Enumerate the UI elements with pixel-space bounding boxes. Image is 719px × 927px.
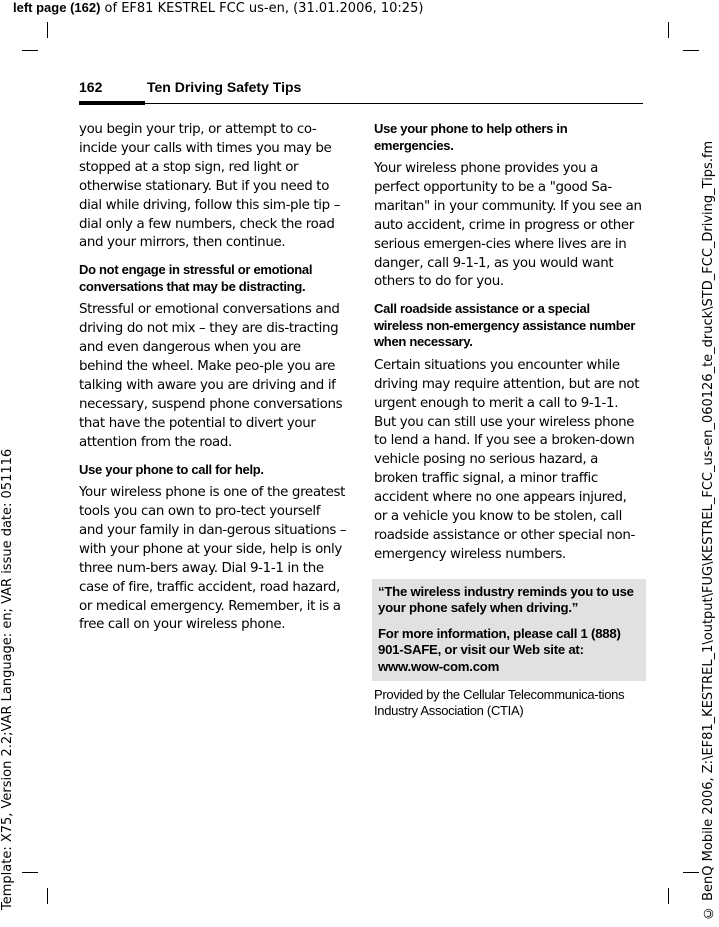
header-rule: [145, 103, 643, 104]
left-column: [79, 121, 347, 635]
template-info-margin: Template: X75, Version 2.2;VAR Language: en; VAR issue date: 051116: [0, 448, 15, 910]
crop-mark: [22, 50, 38, 51]
section-heading: Do not engage in stressful or emotional conversations that may be distracting.: [79, 262, 313, 294]
callout-contact: For more information, please call 1 (888) 901-SAFE, or visit our Web site at: www.wow-com.com: [378, 625, 621, 674]
print-banner-details: of EF81 KESTREL FCC us-en, (31.01.2006, 10:25): [100, 1, 424, 16]
callout-quote: “The wireless industry reminds you to use your phone safely when driving.”: [378, 583, 634, 616]
section-heading: Call roadside assistance or a special wireless non-emergency assistance number when necessary.: [374, 301, 636, 350]
section-heading: Use your phone to help others in emergencies.: [374, 121, 568, 153]
section-paragraph: Certain situations you encounter while driving may require attention, but are not urgent enough to merit a call to 9-1-1. But you can still use your wireless phone to lend a hand. If you see a broken-down vehicle posing no serious hazard, a broken traffic signal, a minor traffic accident where no one appears injured, or a vehicle you know to be stolen, call roadside assistance or other special non-emergency wireless numbers.: [374, 357, 640, 562]
section-paragraph: Your wireless phone is one of the greatest tools you can own to pro-tect yourself and your family in dan-gerous situations – with your phone at your side, help is only three num-bers away. Dial 9-1-1 in the case of fire, traffic accident, road hazard, or medical emergency. Remember, it is a free call on your wireless phone.: [79, 485, 347, 633]
credit-line: Provided by the Cellular Telecommunica-tions Industry Association (CTIA): [374, 687, 625, 719]
crop-mark: [47, 888, 48, 904]
section-paragraph: Your wireless phone provides you a perfect opportunity to be a "good Sa-maritan" in your community. If you see an auto accident, crime in progress or other serious emergen-cies where lives are in danger, call 9-1-1, as you would want others to do for you.: [374, 161, 642, 290]
page-number: 162: [79, 79, 103, 95]
section-paragraph: Stressful or emotional conversations and driving do not mix – they are dis-tracting and even dangerous when you are behind the wheel. Make peo-ple you are talking with aware you are driving and if necessary, suspend phone conversations that have the potential to divert your attention from the road.: [79, 302, 343, 450]
section-heading: Use your phone to call for help.: [79, 461, 264, 477]
crop-mark: [22, 872, 38, 873]
copyright-path-margin: © BenQ Mobile 2006, Z:\EF81_KESTREL_1\output\FUG\KESTREL_FCC_us-en_060126_te_druck\STD_FCC_Driving_Tips.fm: [701, 140, 716, 920]
crop-mark: [683, 50, 699, 51]
page-title: Ten Driving Safety Tips: [147, 79, 302, 95]
crop-mark: [668, 22, 669, 38]
crop-mark: [47, 22, 48, 38]
print-banner-page: left page (162): [13, 0, 101, 15]
header-rule-thick: [79, 101, 145, 105]
right-column: [374, 121, 642, 719]
crop-mark: [668, 888, 669, 904]
crop-mark: [683, 872, 699, 873]
print-banner: [13, 0, 423, 17]
intro-paragraph: you begin your trip, or attempt to co-incide your calls with times you may be stopped at a stop sign, red light or otherwise stationary. But if you need to dial while driving, follow this sim-ple tip – dial only a few numbers, check the road and your mirrors, then continue.: [79, 122, 341, 251]
safety-callout-box: [372, 579, 646, 682]
